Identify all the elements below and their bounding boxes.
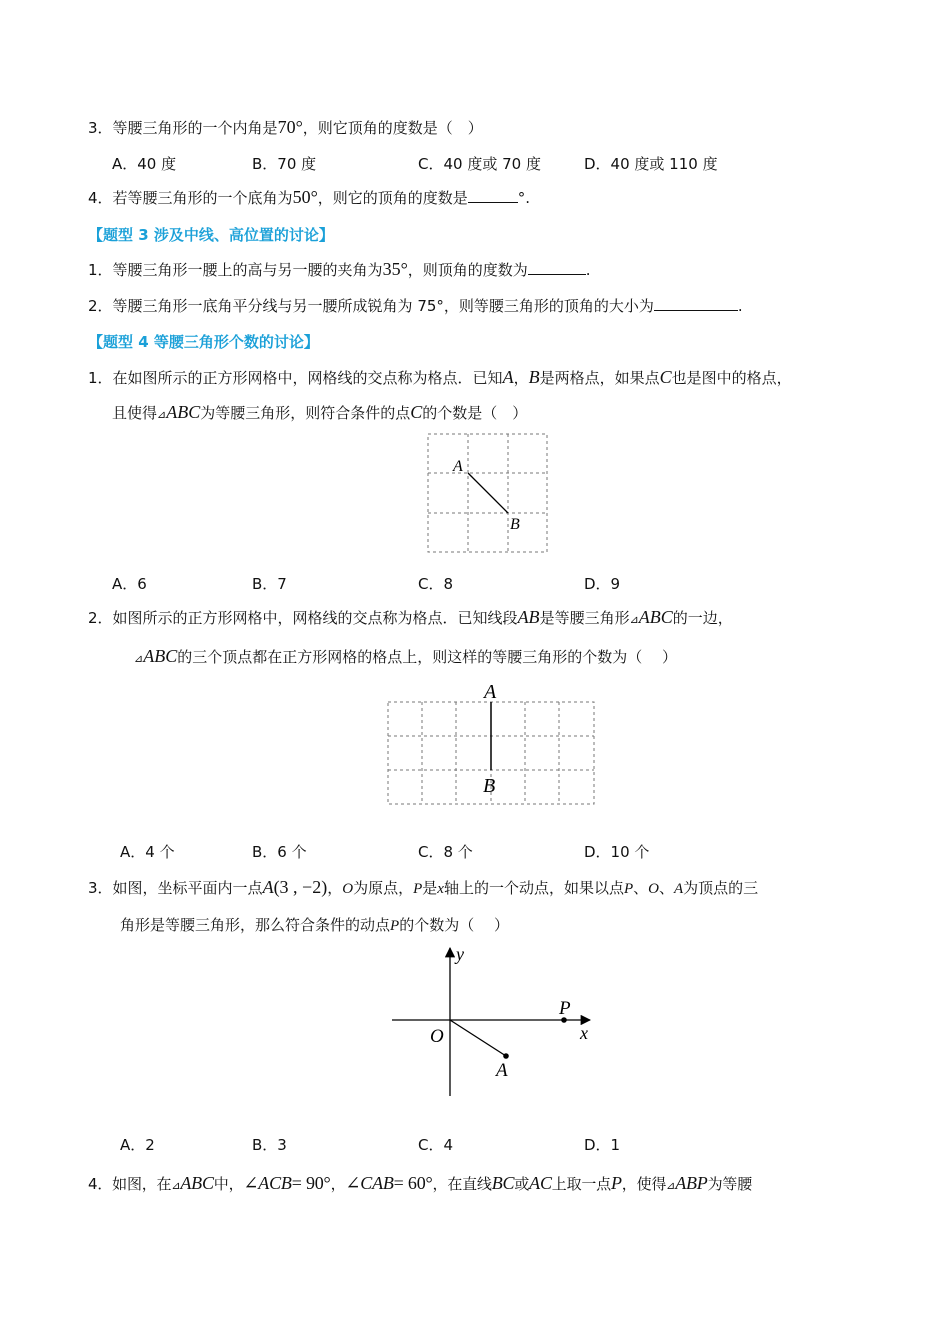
answer-blank[interactable] xyxy=(528,260,586,275)
section-title: 【题型 3 涉及中线、高位置的讨论】 xyxy=(88,226,334,244)
q4-stem: 4．若等腰三角形的一个底角为50°，则它的顶角的度数是 °. xyxy=(88,187,531,207)
option-b: B．3 xyxy=(252,1136,287,1154)
s4-q3-stem-line1: 3．如图，坐标平面内一点A(3 , −2)，O为原点，P是x轴上的一个动点，如果以点P、O、A为顶点的三 xyxy=(88,877,759,897)
label-a: A xyxy=(484,681,497,703)
triangle-symbol: ⊿ xyxy=(157,408,167,421)
section-title: 【题型 4 等腰三角形个数的讨论】 xyxy=(88,333,319,351)
option-d: D．40 度或 110 度 xyxy=(584,155,718,173)
label-x: x xyxy=(580,1023,588,1043)
segment-ab xyxy=(468,473,508,513)
answer-blank[interactable] xyxy=(468,188,518,203)
triangle-symbol: ⊿ xyxy=(629,613,639,626)
answer-blank[interactable] xyxy=(654,296,738,311)
segment-oa xyxy=(450,1020,506,1056)
label-a: A xyxy=(453,458,463,475)
point-a xyxy=(503,1053,509,1059)
angle-symbol: ∠ xyxy=(243,1173,259,1193)
grid-figure-1 xyxy=(428,434,548,554)
triangle-symbol: ⊿ xyxy=(134,652,144,665)
grid-figure-2 xyxy=(388,680,598,810)
option-a: A．6 xyxy=(112,575,147,593)
coordinate-figure xyxy=(390,944,600,1104)
angle-symbol: ∠ xyxy=(345,1173,361,1193)
label-p: P xyxy=(559,998,571,1019)
angle-value: 50° xyxy=(292,187,318,207)
s4-q1-stem-line1: 1．在如图所示的正方形网格中，网格线的交点称为格点．已知A，B是两格点，如果点C也是图中的格点， xyxy=(88,367,792,387)
triangle-symbol: ⊿ xyxy=(171,1179,181,1192)
label-b: B xyxy=(510,516,520,533)
label-b: B xyxy=(483,775,496,797)
s4-q1-stem-line2: 且使得⊿ABC为等腰三角形，则符合条件的点C的个数是（ ） xyxy=(112,402,528,422)
option-a: A．4 个 xyxy=(120,843,175,861)
option-c: C．4 xyxy=(418,1136,454,1154)
option-d: D．10 个 xyxy=(584,843,650,861)
option-d: D．9 xyxy=(584,575,621,593)
s3-q1-stem: 1．等腰三角形一腰上的高与另一腰的夹角为35°，则顶角的度数为 . xyxy=(88,259,591,279)
s4-q2-stem-line1: 2．如图所示的正方形网格中，网格线的交点称为格点．已知线段AB是等腰三角形⊿ABC的一边， xyxy=(88,607,733,627)
label-a: A xyxy=(496,1060,508,1081)
option-b: B．70 度 xyxy=(252,155,317,173)
option-a: A．2 xyxy=(120,1136,155,1154)
triangle-symbol: ⊿ xyxy=(666,1179,676,1192)
option-c: C．8 个 xyxy=(418,843,473,861)
s3-q2-stem: 2．等腰三角形一底角平分线与另一腰所成锐角为 75°，则等腰三角形的顶角的大小为 . xyxy=(88,297,743,315)
option-c: C．40 度或 70 度 xyxy=(418,155,541,173)
option-c: C．8 xyxy=(418,575,454,593)
angle-value: 70° xyxy=(277,117,303,137)
option-d: D．1 xyxy=(584,1136,621,1154)
s4-q2-stem-line2: ⊿ABC的三个顶点都在正方形网格的格点上，则这样的等腰三角形的个数为（ ） xyxy=(134,646,677,666)
label-y: y xyxy=(456,944,464,964)
s4-q4-stem: 4．如图，在⊿ABC中，∠ACB= 90°，∠CAB= 60°，在直线BC或AC上取一点P，使得⊿ABP为等腰 xyxy=(88,1173,752,1193)
label-o: O xyxy=(430,1026,444,1047)
option-b: B．7 xyxy=(252,575,287,593)
q3-stem: 3．等腰三角形的一个内角是70°，则它顶角的度数是（ ） xyxy=(88,117,483,137)
s4-q3-stem-line2: 角形是等腰三角形，那么符合条件的动点P的个数为（ ） xyxy=(120,916,509,934)
option-b: B．6 个 xyxy=(252,843,307,861)
option-a: A．40 度 xyxy=(112,155,177,173)
angle-value: 35° xyxy=(382,259,408,279)
